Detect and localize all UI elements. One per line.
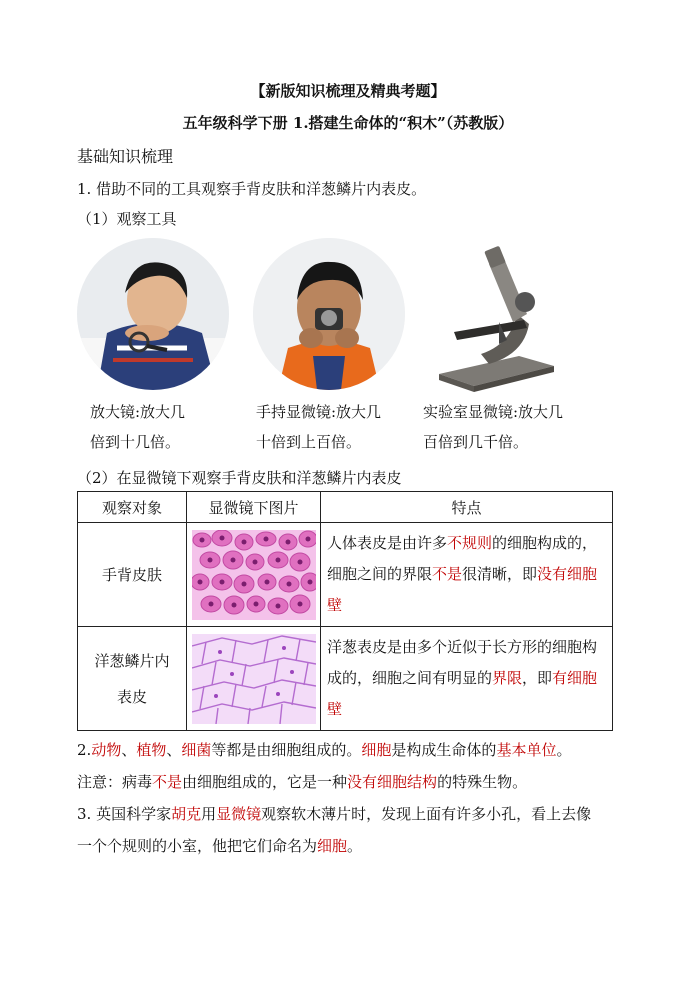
table-header-row: [78, 492, 613, 523]
table-row: [78, 627, 613, 731]
q3-text: 一个个规则的小室，他把它们命名为: [77, 837, 318, 855]
feature-text: 的细胞构成的，细胞之间的界限: [327, 534, 598, 583]
feature-highlight: 界限: [492, 669, 523, 687]
row-feature-onion: [321, 627, 613, 731]
feature-highlight: 没有细胞壁: [327, 565, 598, 614]
tool-caption-line: 放大镜:放大几: [90, 403, 186, 421]
note-paragraph: [77, 771, 527, 792]
q3-text: 。: [347, 837, 363, 855]
lab-microscope-photo: [429, 244, 559, 392]
q3-highlight: 显微镜: [216, 805, 262, 823]
note-highlight: 没有细胞结构: [347, 773, 438, 791]
note-highlight: 不是: [152, 773, 183, 791]
q3-paragraph-line1: [77, 803, 591, 824]
tool-caption-line: 十倍到上百倍。: [256, 433, 362, 451]
row-object-skin: 手背皮肤: [78, 523, 187, 627]
q3-text: 用: [201, 805, 217, 823]
q2-paragraph: [77, 739, 571, 760]
page-subtitle: 五年级科学下册 1.搭建生命体的“积木”（苏教版）: [182, 114, 514, 132]
q2-highlight: 细菌: [181, 741, 212, 759]
feature-highlight: 不是: [432, 565, 463, 583]
q3-highlight: 细胞: [317, 837, 348, 855]
section-title: 基础知识梳理: [77, 147, 174, 166]
feature-highlight: 有细胞壁: [327, 669, 598, 718]
handheld-microscope-boy-photo: [253, 238, 405, 390]
q2-text: 等都是由细胞组成的。: [211, 741, 362, 759]
magnifier-boy-photo: [77, 238, 229, 390]
object-line: 洋葱鳞片内: [94, 651, 170, 670]
table-row: [78, 523, 613, 627]
feature-text: 人体表皮是由许多: [327, 534, 448, 552]
q3-highlight: 胡克: [171, 805, 202, 823]
header-image: 显微镜下图片: [187, 492, 321, 523]
note-text: 的特殊生物。: [437, 773, 528, 791]
row-object-onion: [78, 627, 187, 731]
tool-caption-lab: [423, 397, 563, 457]
q2-text: 2.: [77, 741, 92, 759]
q2-text: 、: [121, 741, 137, 759]
tool-caption-line: 倍到十几倍。: [90, 433, 181, 451]
feature-text: ，即: [522, 669, 553, 687]
note-text: 由细胞组成的，它是一种: [182, 773, 348, 791]
q1-sub1: （1）观察工具: [77, 210, 177, 228]
q2-highlight: 细胞: [361, 741, 392, 759]
observation-table: [77, 491, 613, 731]
header-object: 观察对象: [78, 492, 187, 523]
q1-sub2: （2）在显微镜下观察手背皮肤和洋葱鳞片内表皮: [77, 469, 402, 487]
q2-highlight: 植物: [136, 741, 167, 759]
q2-highlight: 动物: [91, 741, 122, 759]
q3-paragraph-line2: [77, 835, 362, 856]
tool-caption-line: 手持显微镜:放大几: [256, 403, 382, 421]
page-title: 【新版知识梳理及精典考题】: [250, 82, 446, 100]
tool-caption-line: 百倍到几千倍。: [423, 433, 529, 451]
q2-text: 。: [556, 741, 572, 759]
object-line: 表皮: [116, 687, 147, 706]
q1-title: 1. 借助不同的工具观察手背皮肤和洋葱鳞片内表皮。: [77, 180, 427, 198]
q3-text: 观察软木薄片时，发现上面有许多小孔，看上去像: [261, 805, 592, 823]
tool-caption-magnifier: [90, 397, 185, 457]
feature-text: 很清晰，即: [462, 565, 538, 583]
skin-cells-micrograph: [192, 530, 316, 620]
q2-text: 是构成生命体的: [391, 741, 497, 759]
skin-image-cell: [187, 523, 321, 627]
q3-text: 3. 英国科学家: [77, 805, 172, 823]
feature-highlight: 不规则: [447, 534, 493, 552]
q2-text: 、: [166, 741, 182, 759]
q2-highlight: 基本单位: [496, 741, 557, 759]
tool-caption-handheld: [256, 397, 381, 457]
header-feature: 特点: [321, 492, 613, 523]
onion-image-cell: [187, 627, 321, 731]
row-feature-skin: [321, 523, 613, 627]
feature-text: 洋葱表皮是由多个近似于长方形的细胞构成的，细胞之间有明显的: [327, 638, 598, 687]
note-text: 注意：病毒: [77, 773, 153, 791]
onion-cells-micrograph: [192, 634, 316, 724]
tool-caption-line: 实验室显微镜:放大几: [423, 403, 564, 421]
